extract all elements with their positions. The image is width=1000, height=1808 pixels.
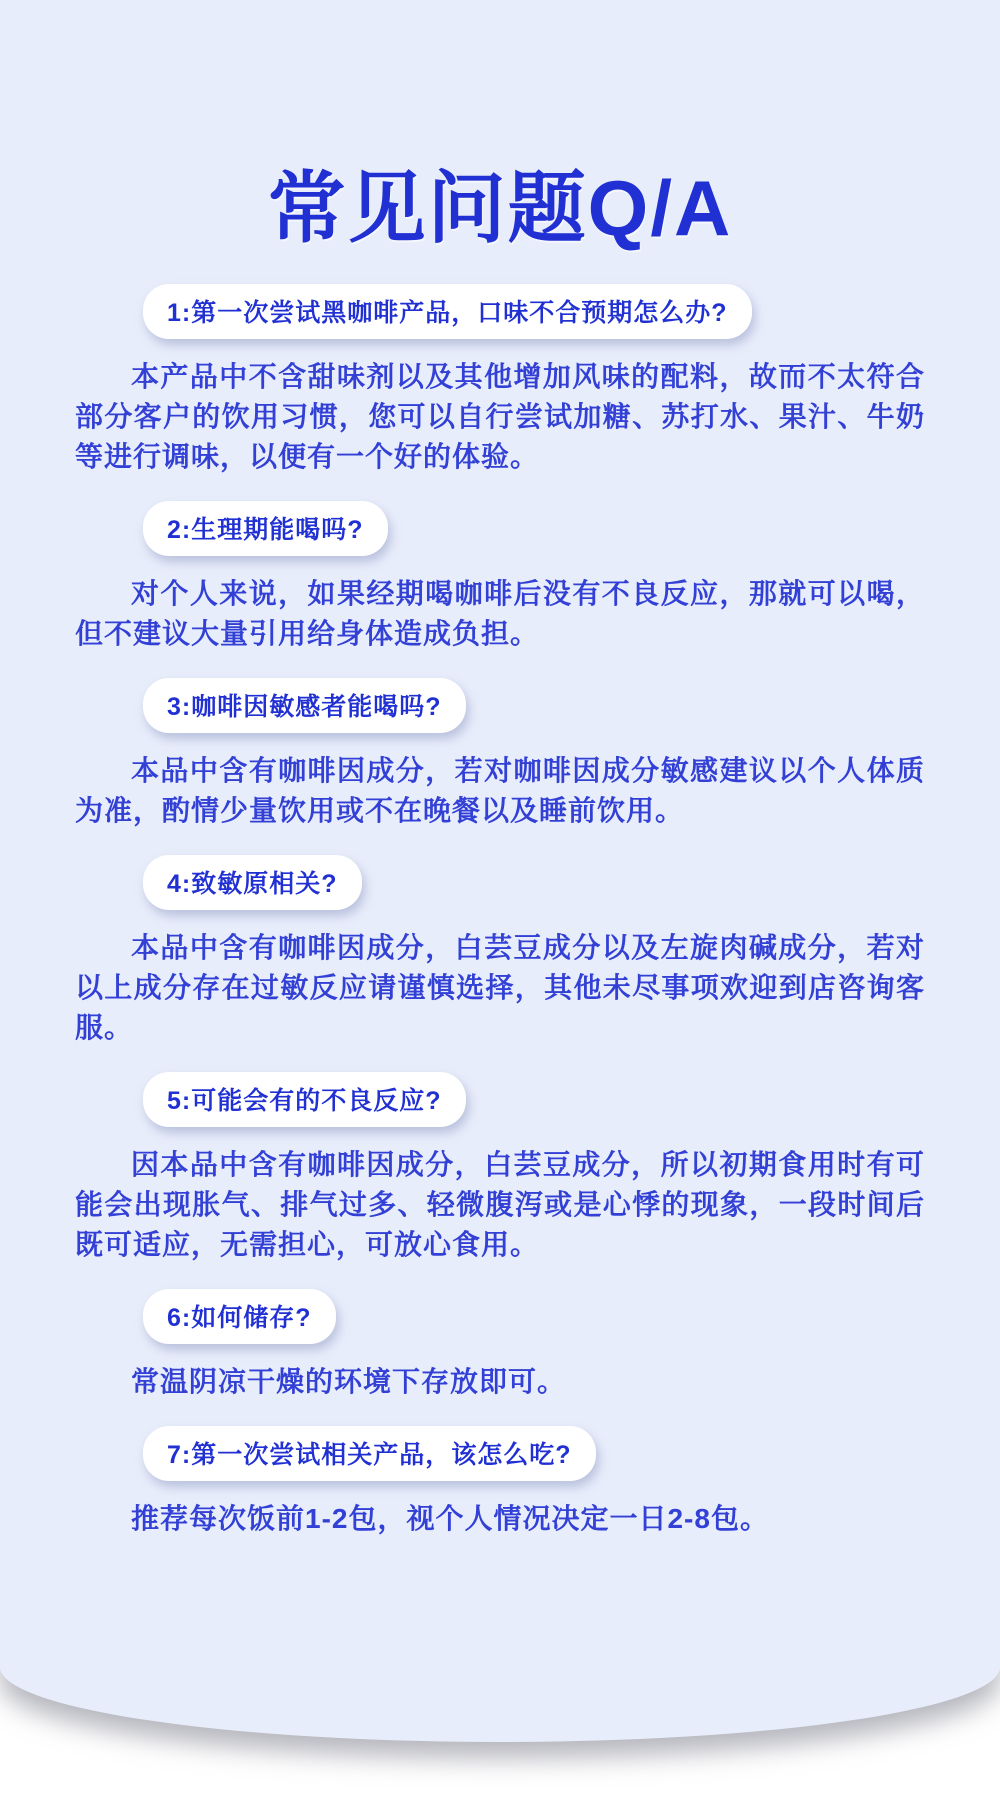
answer-text-1: 本产品中不含甜味剂以及其他增加风味的配料，故而不太符合部分客户的饮用习惯，您可以自行尝试加糖、苏打水、果汁、牛奶等进行调味，以便有一个好的体验。 bbox=[75, 361, 925, 472]
question-badge-5 bbox=[143, 1072, 466, 1127]
answer-text-5: 因本品中含有咖啡因成分，白芸豆成分，所以初期食用时有可能会出现胀气、排气过多、轻微腹泻或是心悸的现象，一段时间后既可适应，无需担心，可放心食用。 bbox=[75, 1149, 925, 1260]
answer-text-6: 常温阴凉干燥的环境下存放即可。 bbox=[131, 1366, 567, 1397]
faq-item-5 bbox=[75, 1072, 925, 1265]
faq-item-6 bbox=[75, 1289, 925, 1402]
question-label-2: 2:生理期能喝吗? bbox=[167, 516, 364, 544]
question-label-4: 4:致敏原相关? bbox=[167, 870, 338, 898]
question-badge-2 bbox=[143, 501, 388, 556]
page-title: 常见问题Q/A bbox=[267, 164, 733, 252]
question-badge-1 bbox=[143, 284, 752, 339]
faq-item-7 bbox=[75, 1426, 925, 1539]
faq-item-3 bbox=[75, 678, 925, 831]
faq-item-1 bbox=[75, 284, 925, 477]
answer-text-2: 对个人来说，如果经期喝咖啡后没有不良反应，那就可以喝，但不建议大量引用给身体造成负担。 bbox=[75, 578, 925, 649]
question-label-1: 1:第一次尝试黑咖啡产品，口味不合预期怎么办? bbox=[167, 299, 728, 327]
question-label-6: 6:如何储存? bbox=[167, 1304, 312, 1332]
question-badge-4 bbox=[143, 855, 362, 910]
question-label-5: 5:可能会有的不良反应? bbox=[167, 1087, 442, 1115]
question-badge-6 bbox=[143, 1289, 336, 1344]
question-label-7: 7:第一次尝试相关产品，该怎么吃? bbox=[167, 1441, 572, 1469]
answer-text-3: 本品中含有咖啡因成分，若对咖啡因成分敏感建议以个人体质为准，酌情少量饮用或不在晚餐以及睡前饮用。 bbox=[75, 755, 925, 826]
faq-item-2 bbox=[75, 501, 925, 654]
question-label-3: 3:咖啡因敏感者能喝吗? bbox=[167, 693, 442, 721]
question-badge-3 bbox=[143, 678, 466, 733]
faq-item-4 bbox=[75, 855, 925, 1048]
answer-text-4: 本品中含有咖啡因成分，白芸豆成分以及左旋肉碱成分，若对以上成分存在过敏反应请谨慎选择，其他未尽事项欢迎到店咨询客服。 bbox=[75, 932, 925, 1043]
question-badge-7 bbox=[143, 1426, 596, 1481]
answer-text-7: 推荐每次饭前1-2包，视个人情况决定一日2-8包。 bbox=[131, 1503, 769, 1534]
